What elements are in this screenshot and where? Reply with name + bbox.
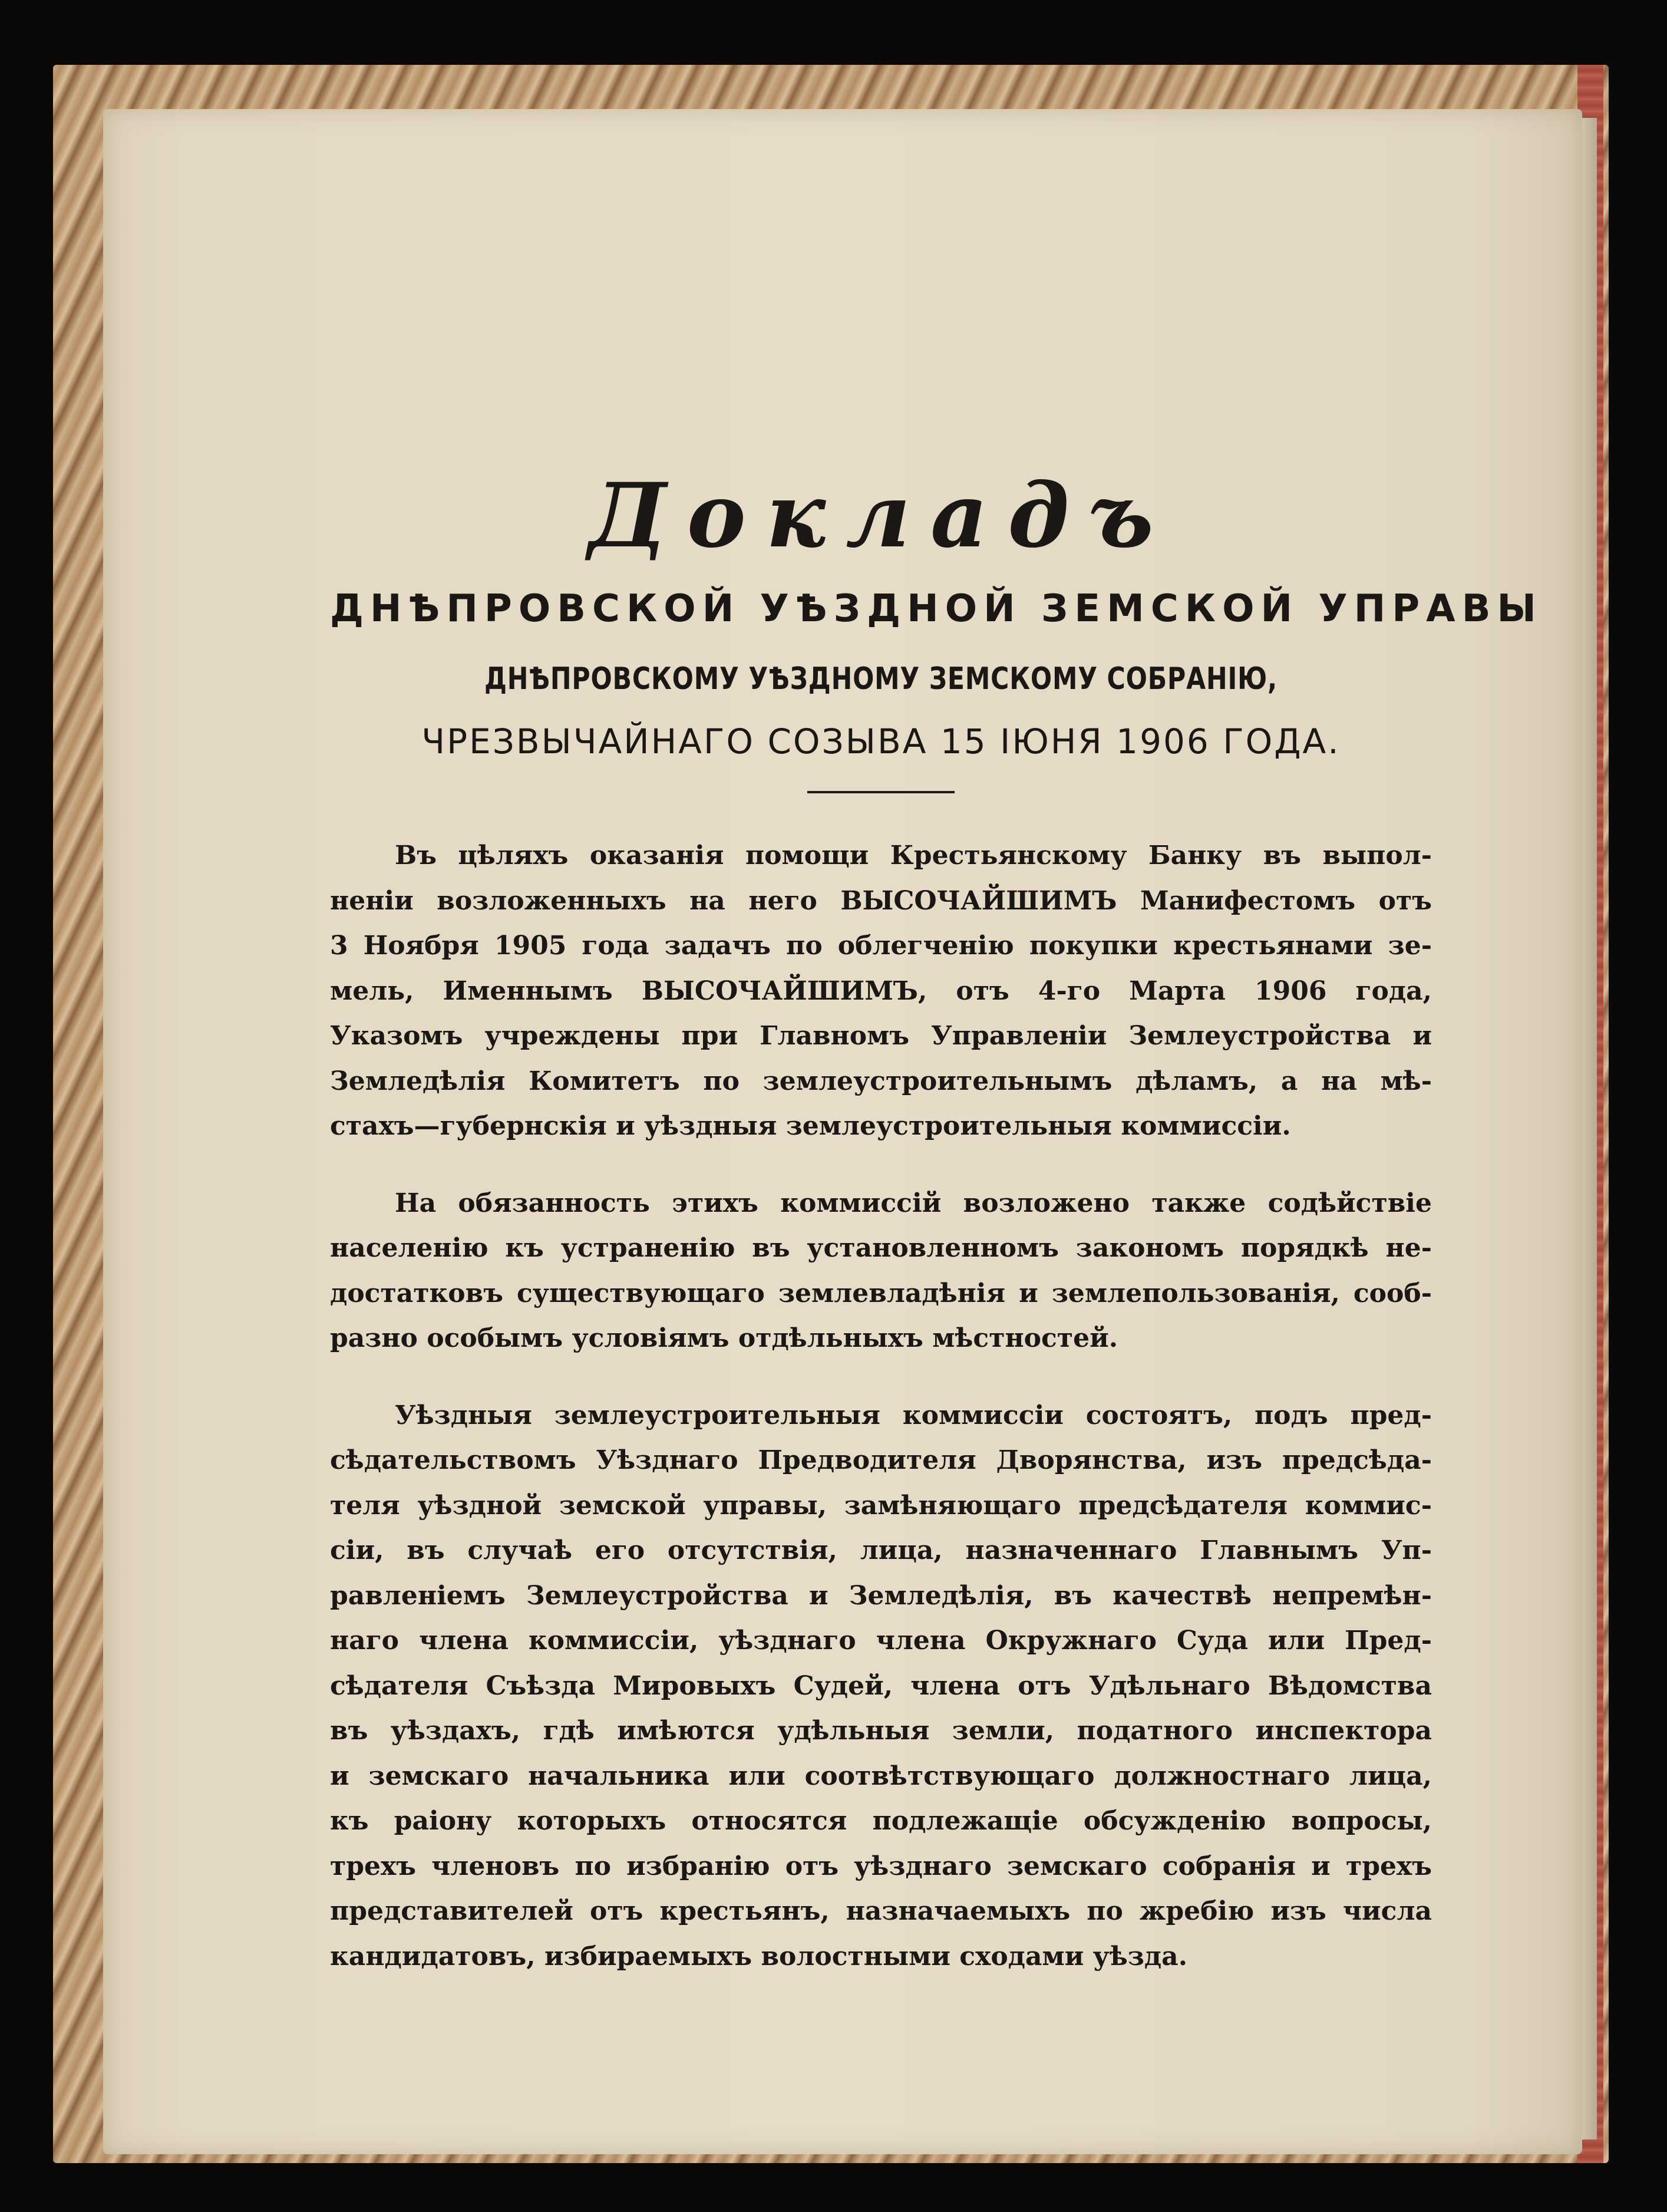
text-line: сіи, въ случаѣ его отсутствія, лица, назначеннаго Главнымъ Уп- xyxy=(330,1535,1432,1565)
text-line: теля уѣздной земской управы, замѣняющаго предсѣдателя коммис- xyxy=(330,1490,1432,1521)
document-body xyxy=(330,833,1432,1979)
document-subtitle-session: ЧРЕЗВЫЧАЙНАГО СОЗЫВА 15 ІЮНЯ 1906 ГОДА. xyxy=(421,721,1341,761)
text-line: На обязанность этихъ коммиссій возложено также содѣйствіе xyxy=(395,1188,1432,1218)
document-subtitle-addressee: ДНѢПРОВСКОМУ УѢЗДНОМУ ЗЕМСКОМУ СОБРАНІЮ, xyxy=(484,661,1278,697)
text-line: и земскаго начальника или соотвѣтствующаго должностнаго лица, xyxy=(330,1761,1432,1791)
text-line: къ раіону которыхъ относятся подлежащіе обсужденію вопросы, xyxy=(330,1806,1432,1836)
title-divider xyxy=(807,791,955,793)
document-content xyxy=(330,464,1543,2011)
text-line: неніи возложенныхъ на него ВЫСОЧАЙШИМЪ Манифестомъ отъ xyxy=(330,885,1432,916)
paragraph xyxy=(330,833,1432,1149)
text-line: равленіемъ Землеустройства и Земледѣлія, въ качествѣ непремѣн- xyxy=(330,1580,1432,1611)
text-line: Уѣздныя землеустроительныя коммиссіи состоятъ, подъ пред- xyxy=(395,1400,1432,1430)
paragraph xyxy=(330,1181,1432,1362)
text-line: наго члена коммиссіи, уѣзднаго члена Окружнаго Суда или Пред- xyxy=(330,1626,1432,1656)
text-line: сѣдателя Съѣзда Мировыхъ Судей, члена отъ Удѣльнаго Вѣдомства xyxy=(330,1670,1432,1701)
text-line: мель, Именнымъ ВЫСОЧАЙШИМЪ, отъ 4-го Марта 1906 года, xyxy=(330,975,1432,1006)
text-line: достатковъ существующаго землевладѣнія и землепользованія, сооб- xyxy=(330,1278,1432,1308)
document-subtitle-issuer: ДНѢПРОВСКОЙ УѢЗДНОЙ ЗЕМСКОЙ УПРАВЫ xyxy=(330,587,1543,631)
text-line: представителей отъ крестьянъ, назначаемыхъ по жребію изъ числа xyxy=(330,1896,1432,1926)
text-line: Въ цѣляхъ оказанія помощи Крестьянскому Банку въ выпол- xyxy=(395,840,1432,871)
text-line: Земледѣлія Комитетъ по землеустроительнымъ дѣламъ, а на мѣ- xyxy=(330,1066,1432,1096)
paragraph xyxy=(330,1393,1432,1980)
text-line: кандидатовъ, избираемыхъ волостными сходами уѣзда. xyxy=(330,1941,1188,1972)
document-title: Докладъ xyxy=(588,464,1174,568)
text-line: Указомъ учреждены при Главномъ Управленіи Землеустройства и xyxy=(330,1021,1432,1051)
text-line: сѣдательствомъ Уѣзднаго Предводителя Дворянства, изъ предсѣда- xyxy=(330,1445,1432,1475)
text-line: 3 Ноября 1905 года задачъ по облегченію покупки крестьянами зе- xyxy=(330,931,1432,961)
text-line: въ уѣздахъ, гдѣ имѣются удѣльныя земли, податного инспектора xyxy=(330,1716,1432,1746)
text-line: стахъ—губернскія и уѣздныя землеустроительныя коммиссіи. xyxy=(330,1111,1291,1141)
text-line: населенію къ устраненію въ установленномъ закономъ порядкѣ не- xyxy=(330,1233,1432,1263)
text-line: разно особымъ условіямъ отдѣльныхъ мѣстностей. xyxy=(330,1323,1118,1353)
text-line: трехъ членовъ по избранію отъ уѣзднаго земскаго собранія и трехъ xyxy=(330,1851,1432,1881)
